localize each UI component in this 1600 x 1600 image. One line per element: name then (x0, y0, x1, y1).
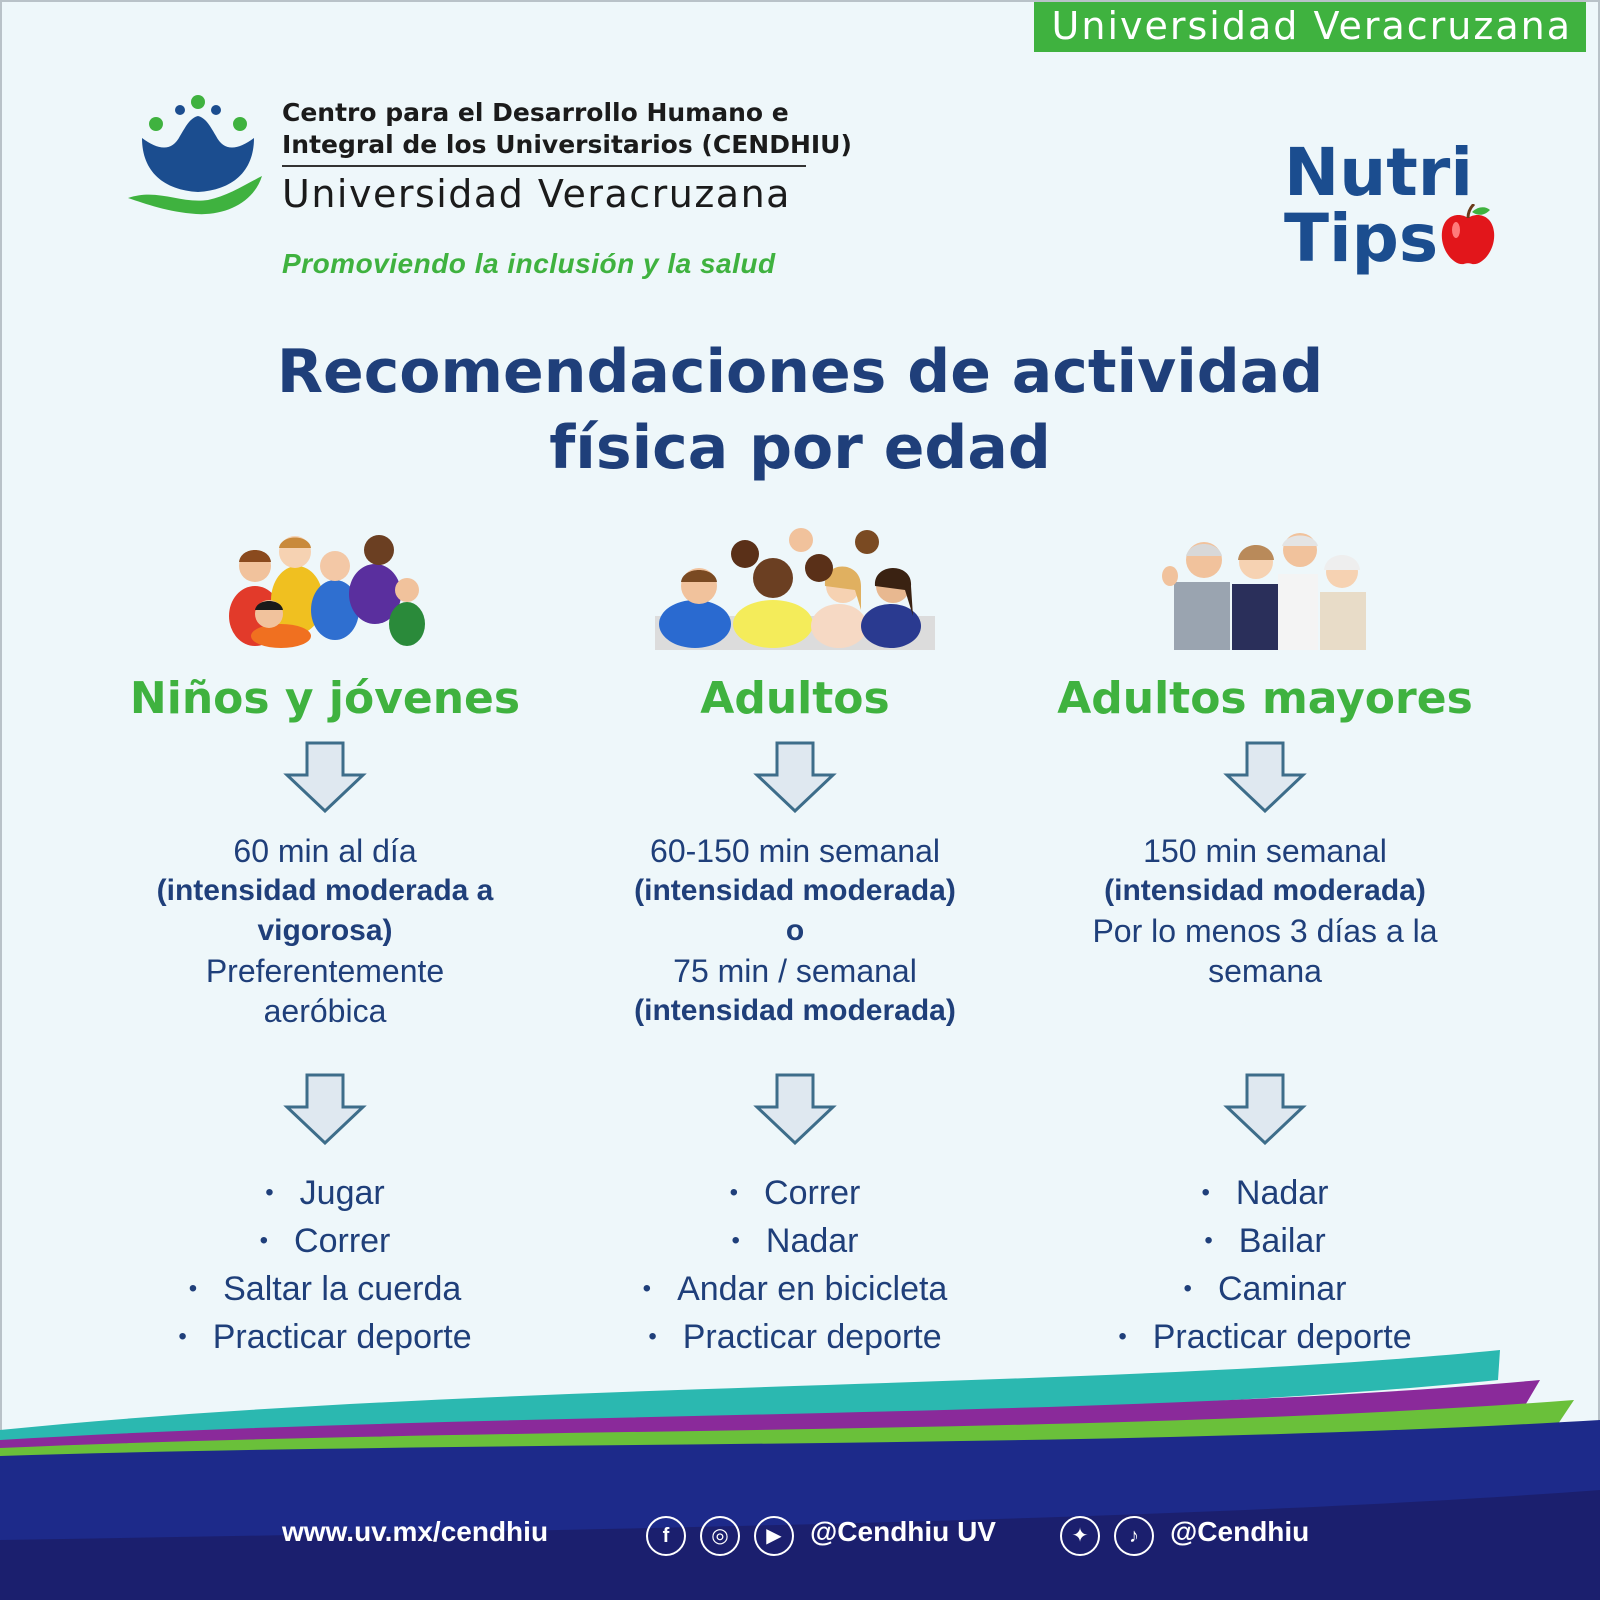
group-name-children: Niños y jóvenes (129, 673, 521, 724)
rec-line: 60 min al día (233, 833, 417, 869)
cendhiu-logo-icon (128, 92, 268, 222)
down-arrow-icon (283, 741, 367, 813)
nutritips-word-2: Tips (1284, 200, 1439, 277)
list-item: • Practicar deporte (90, 1315, 560, 1363)
activity-list-children (90, 1171, 560, 1363)
list-item: • Nadar (1030, 1171, 1500, 1219)
recommendation-seniors (1030, 831, 1500, 1061)
list-item: • Andar en bicicleta (560, 1267, 1030, 1315)
group-name-adults: Adultos (700, 673, 890, 724)
children-photo (225, 520, 425, 650)
rec-line: Preferentemente (205, 953, 445, 989)
group-name-seniors: Adultos mayores (1057, 673, 1473, 724)
rec-line: (intensidad moderada) (634, 994, 956, 1027)
instagram-icon[interactable]: ◎ (700, 1516, 740, 1556)
tagline: Promoviendo la inclusión y la salud (282, 248, 776, 279)
rec-line: 150 min semanal (1143, 833, 1387, 869)
list-item: • Correr (560, 1171, 1030, 1219)
rec-line: o (785, 914, 805, 947)
youtube-icon[interactable]: ▶ (754, 1516, 794, 1556)
list-item: • Bailar (1030, 1219, 1500, 1267)
logo-line-2: Integral de los Universitarios (CENDHIU) (282, 130, 852, 159)
down-arrow-icon (1223, 1073, 1307, 1145)
rec-line: vigorosa) (257, 914, 393, 947)
university-badge: Universidad Veracruzana (1034, 2, 1586, 52)
nutritips-logo (1280, 134, 1500, 280)
group-children (90, 520, 560, 1363)
rec-line: aeróbica (263, 993, 387, 1029)
adults-photo (655, 520, 935, 650)
cendhiu-logo (128, 92, 852, 292)
list-item: • Practicar deporte (1030, 1315, 1500, 1363)
tiktok-icon[interactable]: ♪ (1114, 1516, 1154, 1556)
list-item: • Saltar la cuerda (90, 1267, 560, 1315)
recommendation-adults (560, 831, 1030, 1061)
activity-list-adults (560, 1171, 1030, 1363)
rec-line: semana (1208, 953, 1322, 989)
logo-line-1: Centro para el Desarrollo Humano e (282, 98, 789, 127)
rec-line: (intensidad moderada a (156, 874, 494, 907)
page-title (0, 334, 1600, 486)
group-seniors (1030, 520, 1500, 1363)
group-adults (560, 520, 1030, 1363)
footer-waves (0, 1340, 1600, 1600)
rec-line: 60-150 min semanal (650, 833, 940, 869)
logo-divider (282, 165, 806, 167)
recommendation-children (90, 831, 560, 1061)
down-arrow-icon (1223, 741, 1307, 813)
logo-university-name: Universidad Veracruzana (282, 172, 791, 216)
title-line-1: Recomendaciones de actividad (276, 337, 1324, 407)
facebook-icon[interactable]: f (646, 1516, 686, 1556)
footer-handle-2[interactable]: @Cendhiu (1170, 1516, 1310, 1547)
rec-line: Por lo menos 3 días a la (1092, 913, 1438, 949)
rec-line: (intensidad moderada) (1104, 874, 1426, 907)
list-item: • Nadar (560, 1219, 1030, 1267)
list-item: • Practicar deporte (560, 1315, 1030, 1363)
footer-url[interactable]: www.uv.mx/cendhiu (282, 1516, 549, 1547)
seniors-photo (1160, 520, 1370, 650)
list-item: • Jugar (90, 1171, 560, 1219)
footer-handle-1[interactable]: @Cendhiu UV (810, 1516, 996, 1547)
title-line-2: física por edad (549, 413, 1051, 483)
rec-line: 75 min / semanal (673, 953, 917, 989)
nutritips-word-1: Nutri (1284, 134, 1473, 211)
apple-icon (1438, 204, 1498, 268)
activity-list-seniors (1030, 1171, 1500, 1363)
down-arrow-icon (753, 741, 837, 813)
list-item: • Caminar (1030, 1267, 1500, 1315)
list-item: • Correr (90, 1219, 560, 1267)
twitter-icon[interactable]: ✦ (1060, 1516, 1100, 1556)
down-arrow-icon (753, 1073, 837, 1145)
rec-line: (intensidad moderada) (634, 874, 956, 907)
down-arrow-icon (283, 1073, 367, 1145)
